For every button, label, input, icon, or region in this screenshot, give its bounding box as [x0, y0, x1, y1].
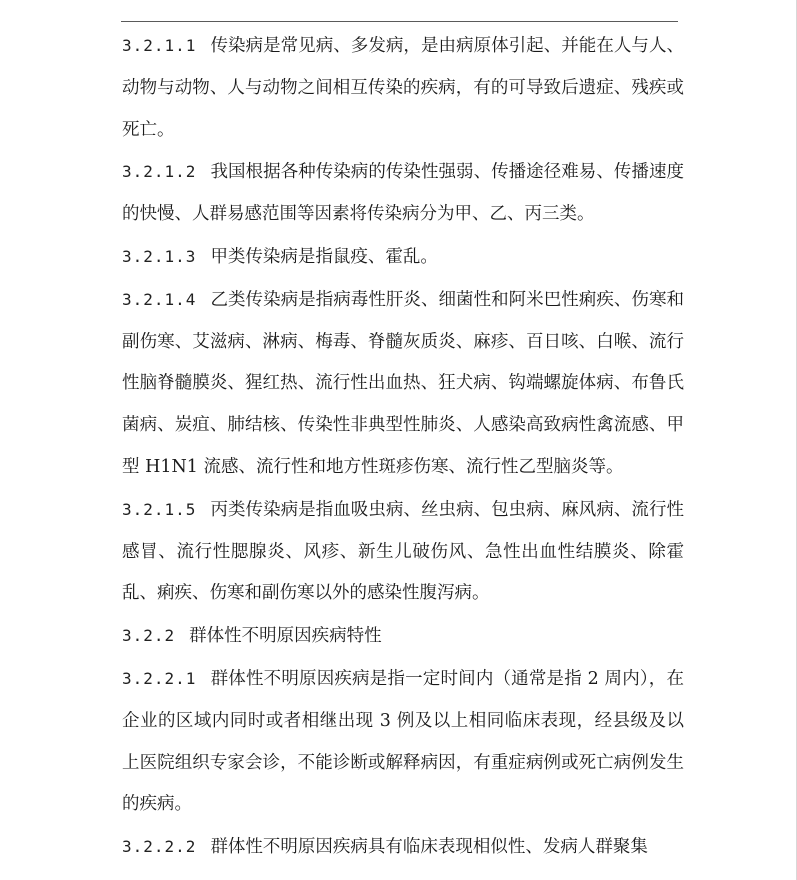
paragraph-text: 甲类传染病是指鼠疫、霍乱。 — [210, 246, 438, 267]
paragraph-text: 我国根据各种传染病的传染性强弱、传播途径难易、传播速度的快慢、人群易感范围等因素将传染病分为甲、乙、丙三类。 — [122, 162, 684, 225]
document-body — [122, 25, 684, 869]
paragraph-3-2-1-5 — [122, 489, 684, 615]
section-heading-text: 群体性不明原因疾病特性 — [189, 626, 382, 647]
section-number: 3.2.1.5 — [122, 499, 197, 519]
section-number: 3.2.2 — [122, 626, 176, 646]
paragraph-3-2-1-4 — [122, 279, 684, 489]
paragraph-3-2-1-3 — [122, 236, 684, 279]
paragraph-text: 群体性不明原因疾病是指一定时间内（通常是指 2 周内），在企业的区域内同时或者相继出现 3 例及以上相同临床表现，经县级及以上医院组织专家会诊，不能诊断或解释病因，有重症病例或死亡病例发生的疾病。 — [122, 668, 684, 815]
paragraph-text: 传染病是常见病、多发病，是由病原体引起、并能在人与人、动物与动物、人与动物之间相互传染的疾病，有的可导致后遗症、残疾或死亡。 — [122, 36, 684, 140]
section-number: 3.2.2.2 — [122, 837, 197, 857]
section-heading-3-2-2 — [122, 615, 684, 658]
paragraph-text: 乙类传染病是指病毒性肝炎、细菌性和阿米巴性痢疾、伤寒和副伤寒、艾滋病、淋病、梅毒、脊髓灰质炎、麻疹、百日咳、白喉、流行性脑脊髓膜炎、猩红热、流行性出血热、狂犬病、钩端螺旋体病、布鲁氏菌病、炭疽、肺结核、传染性非典型性肺炎、人感染高致病性禽流感、甲型 H1N1 流感、流行性和地方性斑疹伤寒、流行性乙型脑炎等。 — [122, 289, 684, 477]
paragraph-3-2-1-2 — [122, 151, 684, 236]
section-number: 3.2.1.3 — [122, 246, 197, 266]
paragraph-3-2-2-2 — [122, 826, 684, 869]
section-number: 3.2.1.4 — [122, 289, 197, 309]
header-rule — [121, 21, 678, 22]
paragraph-text: 群体性不明原因疾病具有临床表现相似性、发病人群聚集 — [210, 837, 648, 858]
section-number: 3.2.1.1 — [122, 36, 197, 55]
section-number: 3.2.1.2 — [122, 162, 197, 182]
section-number: 3.2.2.1 — [122, 668, 197, 688]
paragraph-text: 丙类传染病是指血吸虫病、丝虫病、包虫病、麻风病、流行性感冒、流行性腮腺炎、风疹、新生儿破伤风、急性出血性结膜炎、除霍乱、痢疾、伤寒和副伤寒以外的感染性腹泻病。 — [122, 499, 684, 604]
paragraph-3-2-1-1 — [122, 25, 684, 151]
paragraph-3-2-2-1 — [122, 658, 684, 826]
